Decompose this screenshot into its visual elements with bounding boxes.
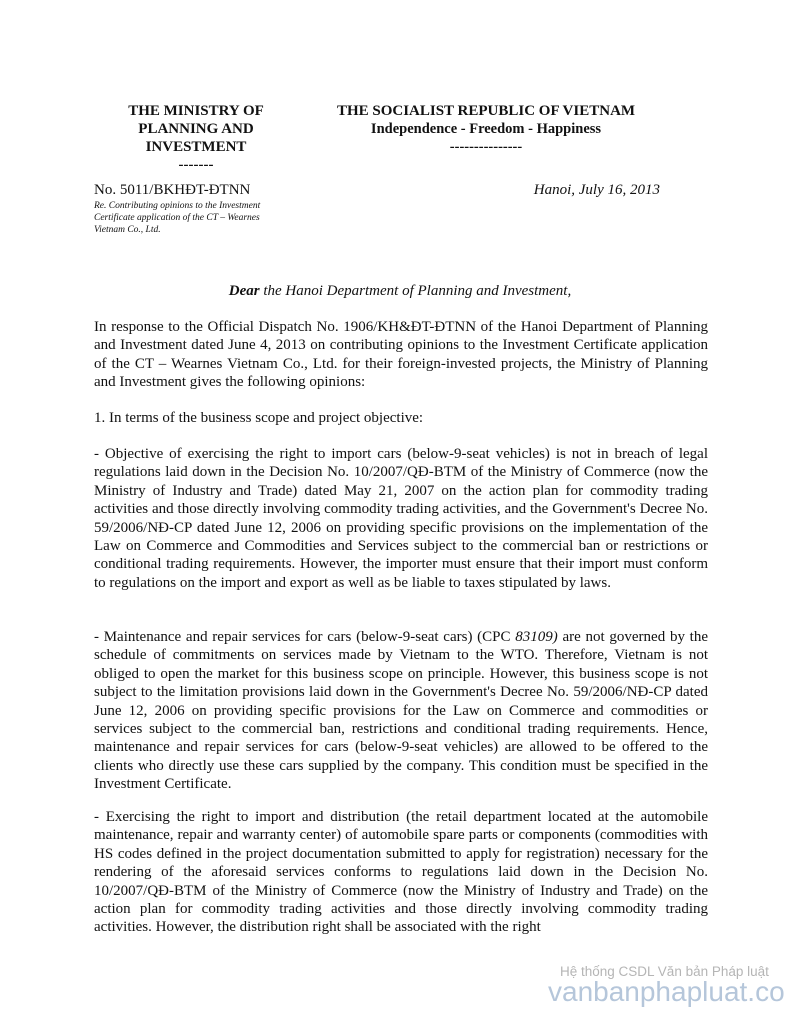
maintenance-text-start: - Maintenance and repair services for cars (below-9-seat cars) (CPC <box>94 629 516 645</box>
ministry-name-line3: INVESTMENT <box>145 139 247 155</box>
national-motto: Independence - Freedom - Happiness <box>370 121 602 137</box>
intro-paragraph: In response to the Official Dispatch No. 1906/KH&ĐT-ĐTNN of the Hanoi Department of Planning and Investment dated June 4, 2013 on contributing opinions to the Investment Certificate application of the CT – Wearnes Vietnam Co., Ltd. for their foreign-invested projects, the Ministry of Planning and Investment gives the following opinions: <box>94 319 708 391</box>
ministry-header <box>108 102 284 174</box>
watermark-site: vanbanphapluat.co <box>548 976 785 1007</box>
subject-line1: Re. Contributing opinions to the Investment <box>94 201 261 211</box>
maintenance-paragraph <box>94 628 708 794</box>
ministry-name-line1: THE MINISTRY OF <box>128 103 264 119</box>
national-header <box>318 102 654 156</box>
salutation-dear: Dear <box>228 283 260 299</box>
ministry-rule: ------- <box>178 157 214 173</box>
ministry-name-line2: PLANNING AND <box>138 121 254 137</box>
document-subject <box>94 200 294 236</box>
import-cars-paragraph: - Objective of exercising the right to import cars (below-9-seat vehicles) is not in breach of legal regulations laid down in the Decision No. 10/2007/QĐ-BTM of the Ministry of Commerce (now the Ministry of Industry and Trade) dated May 21, 2007 on the action plan for commodity trading activities and those directly involving commodity trading activities, and the Government's Decree No. 59/2006/NĐ-CP dated June 12, 2006 on providing specific provisions on the implementation of the Law on Commerce and Commodities and Services subject to the commercial ban or restrictions or conditional trading requirements. However, the importer must ensure that their import must conform to regulations on the import and export as well as be liable to taxes stipulated by laws. <box>94 446 708 591</box>
republic-title: THE SOCIALIST REPUBLIC OF VIETNAM <box>336 103 636 119</box>
watermark-tagline: Hệ thống CSDL Văn bản Pháp luật <box>560 964 769 979</box>
document-number: No. 5011/BKHĐT-ĐTNN <box>94 182 251 198</box>
motto-rule: --------------- <box>449 139 523 155</box>
place-date: Hanoi, July 16, 2013 <box>533 182 660 198</box>
subject-line3: Vietnam Co., Ltd. <box>94 225 161 235</box>
salutation <box>94 283 706 300</box>
salutation-recipient: the Hanoi Department of Planning and Investment, <box>259 283 572 299</box>
maintenance-text-rest: are not governed by the schedule of commitments on services made by Vietnam to the WTO. Therefore, Vietnam is not obliged to open the market for this business scope on principle. However, this business scope is not subject to the limitation provisions laid down in the Government's Decree No. 59/2006/NĐ-CP dated June 12, 2006 on providing specific provisions for the Law on Commerce and commodities or services subject to the commercial ban, restrictions and conditional trading requirements. Hence, maintenance and repair services for cars (below-9-seat vehicles) are allowed to be offered to the clients who directly use these cars supplied by the company. This condition must be specified in the Investment Certificate. <box>94 629 708 793</box>
section-heading: 1. In terms of the business scope and project objective: <box>94 410 424 426</box>
subject-line2: Certificate application of the CT – Wearnes <box>94 213 260 223</box>
cpc-code: 83109) <box>515 629 558 645</box>
distribution-paragraph: - Exercising the right to import and distribution (the retail department located at the automobile maintenance, repair and warranty center) of automobile spare parts or components (commodities with HS codes defined in the project documentation submitted to apply for registration) necessary for the rendering of the aforesaid services conforms to regulations laid down in the Decision No. 10/2007/QĐ-BTM of the Ministry of Commerce (now the Ministry of Industry and Trade) on the action plan for commodity trading activities and those directly involving commodity trading activities. However, the distribution right shall be associated with the right <box>94 809 708 936</box>
